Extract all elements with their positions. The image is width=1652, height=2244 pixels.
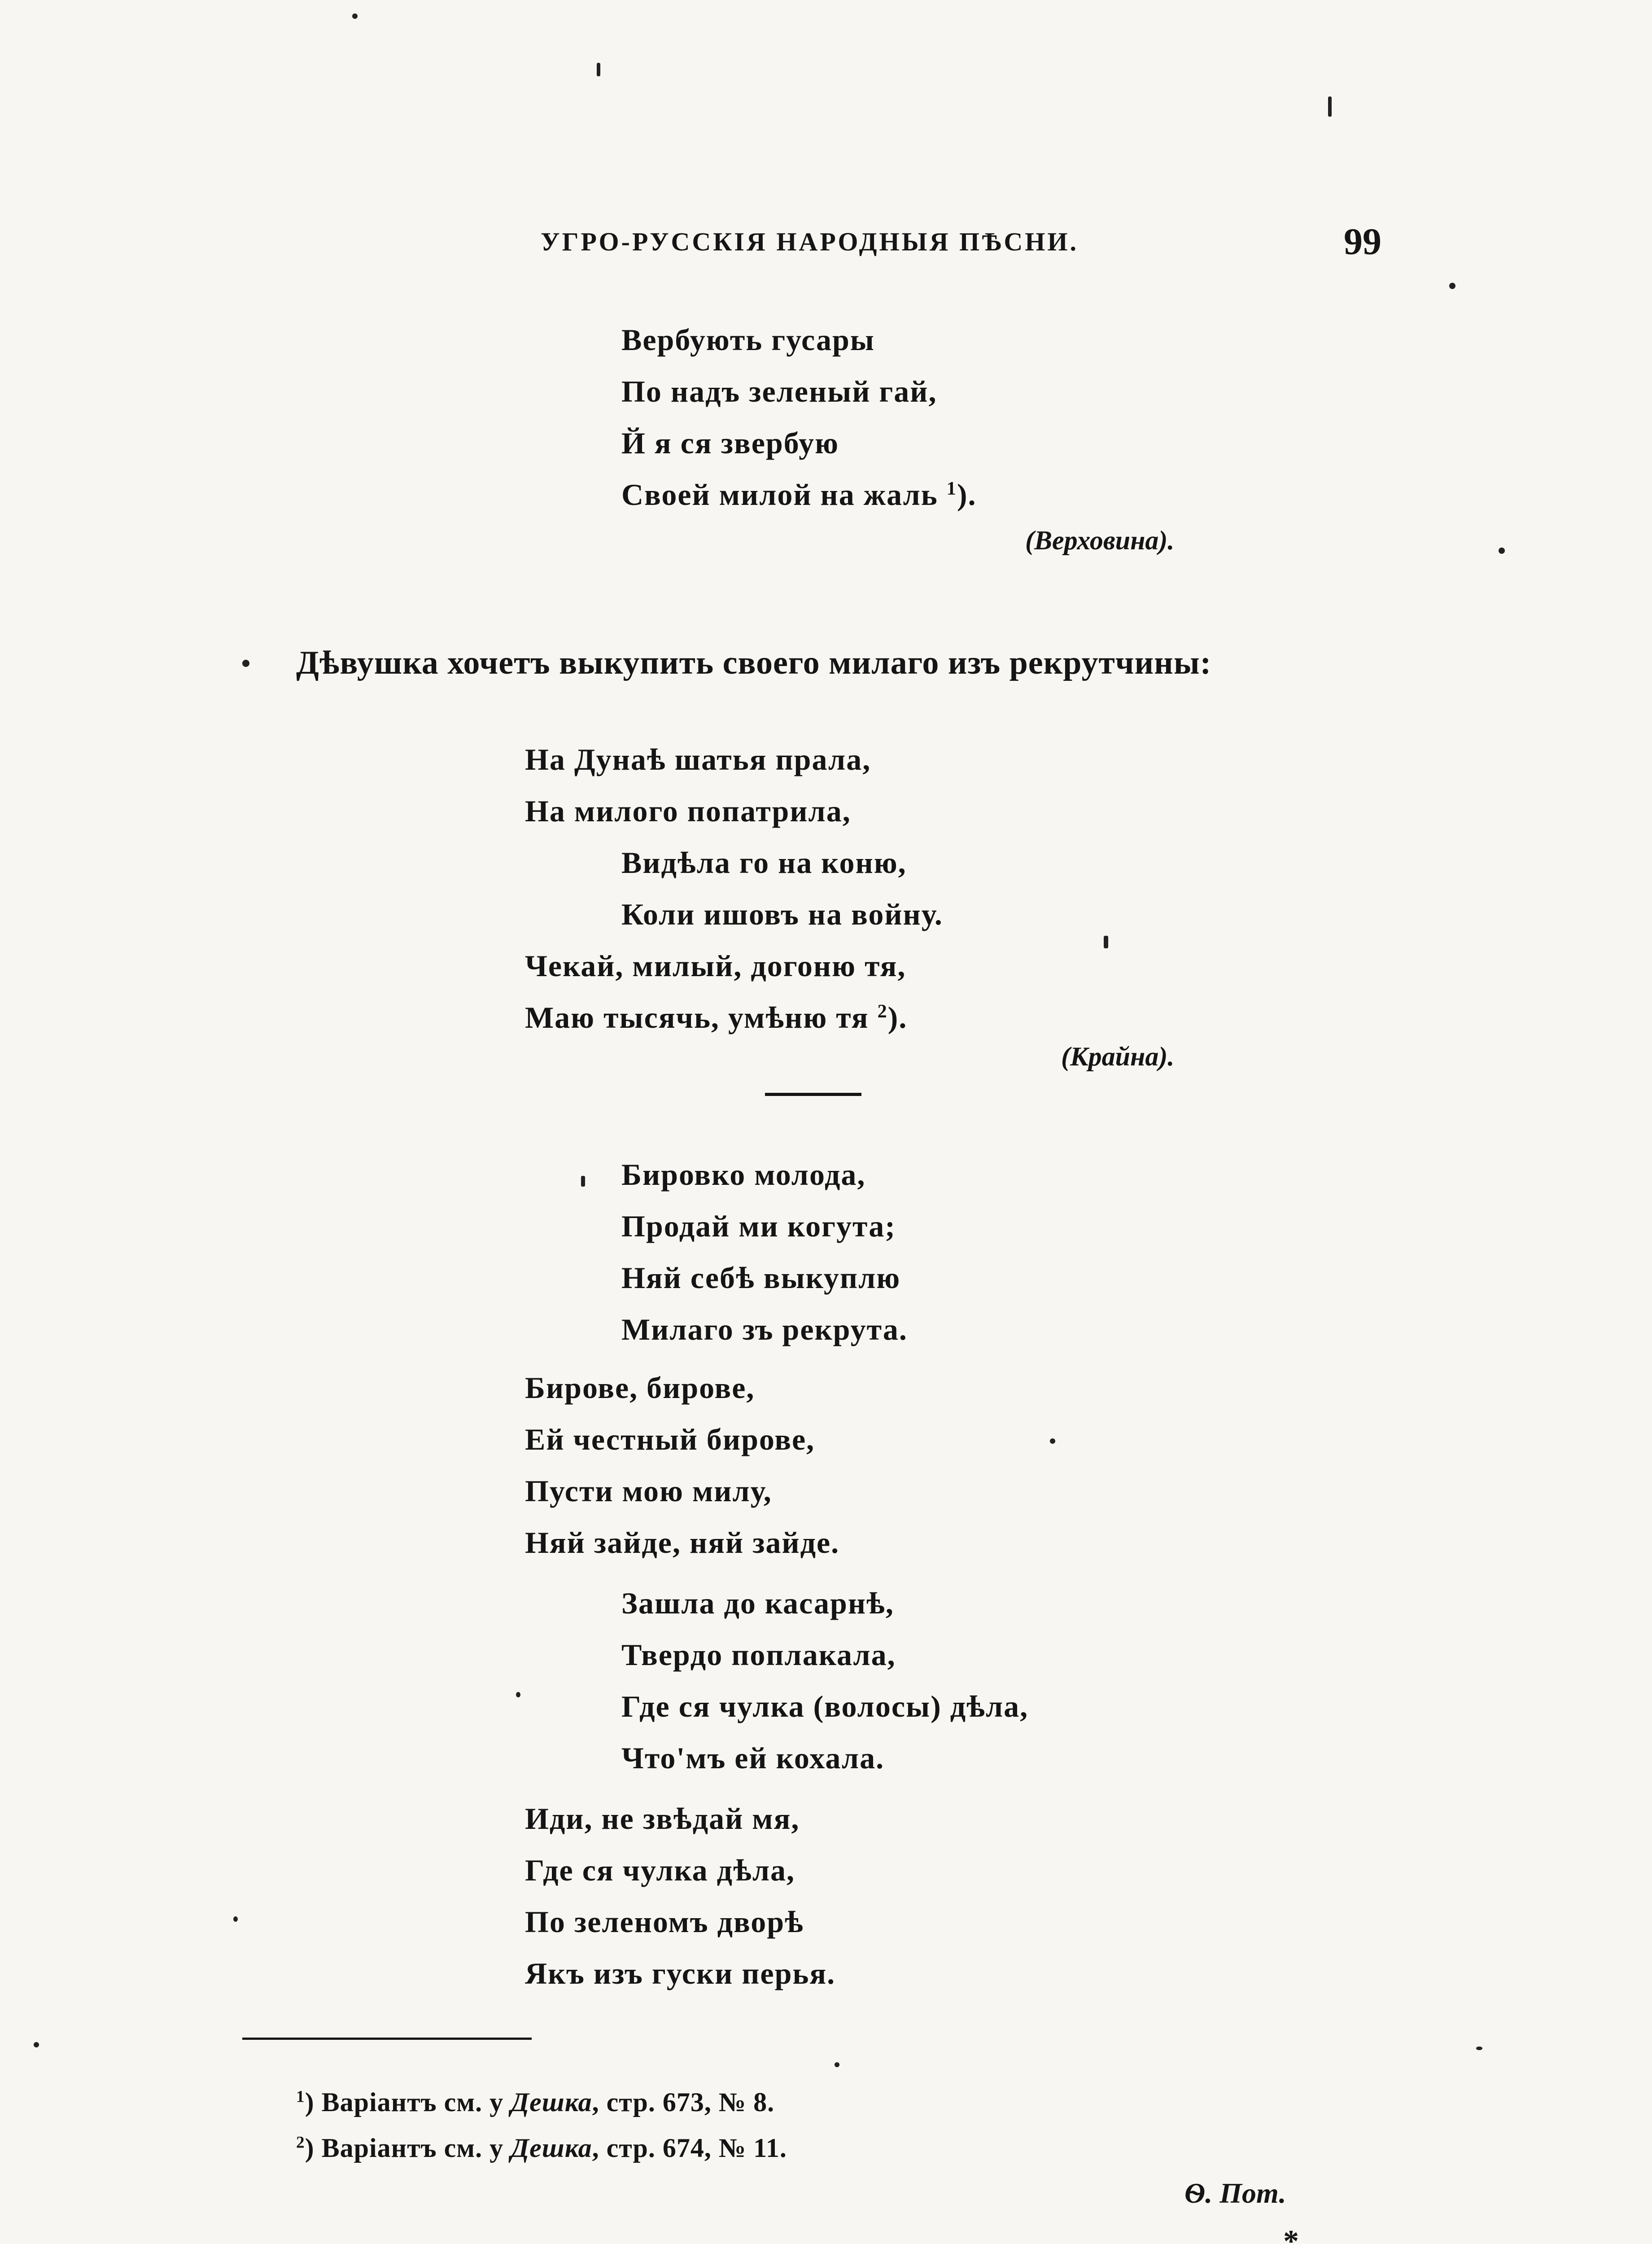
section-heading: Дѣвушка хочетъ выкупить своего милаго изъ рекрутчины: (296, 644, 1212, 681)
line-suffix: ). (887, 1000, 908, 1034)
page-number: 99 (1344, 221, 1381, 263)
footnote-mark: 1 (296, 2087, 305, 2106)
scan-speck (835, 2062, 839, 2067)
footnote-ref: 1 (946, 478, 957, 499)
song2-line: На милого попатрила, (525, 794, 851, 828)
scan-speck (1449, 283, 1455, 289)
song3-line: Пусти мою милу, (525, 1474, 772, 1508)
asterisk: * (1283, 2224, 1299, 2244)
separator-rule (765, 1093, 861, 1096)
footnote-ref: 2 (877, 1000, 888, 1022)
scan-speck (516, 1692, 520, 1697)
song1-line: По надъ зеленый гай, (621, 374, 937, 408)
song3-line: Что'мъ ей кохала. (621, 1741, 885, 1775)
scan-speck (597, 63, 600, 76)
scan-speck (1050, 1438, 1055, 1444)
song3-line: Якъ изъ гуски перья. (525, 1956, 836, 1990)
footnote: $^2$) Варіантъ см. у Дешка, стр. 674, № 11. (296, 2133, 787, 2163)
song1-last-line-text: Своей милой на жаль (621, 478, 938, 512)
song2-line: Видѣла го на коню, (621, 846, 907, 880)
footnote-mark: 2 (296, 2133, 305, 2152)
song3-line: Твердо поплакала, (621, 1638, 896, 1672)
footnote-author: Дешка (511, 2087, 592, 2117)
signature: Ѳ. Пот. (1184, 2177, 1286, 2209)
song3-line: Милаго зъ рекрута. (621, 1312, 908, 1346)
song2-line: Коли ишовъ на войну. (621, 897, 943, 931)
running-header: УГРО-РУССКІЯ НАРОДНЫЯ ПѢСНИ. (541, 227, 1079, 256)
song1-line: Й я ся звербую (621, 426, 839, 460)
song3-line: Бировко молода, (621, 1157, 866, 1192)
song1-line: Вербують гусары (621, 323, 875, 357)
song3-line: Няй себѣ выкуплю (621, 1261, 901, 1295)
song2-line: На Дунаѣ шатья прала, (525, 742, 871, 776)
song3-line: По зеленомъ дворѣ (525, 1905, 804, 1939)
scan-speck (1499, 548, 1505, 554)
scan-speck (581, 1176, 585, 1187)
scan-speck (233, 1916, 238, 1922)
song3-line: Где ся чулка (волосы) дѣла, (621, 1689, 1029, 1723)
scan-speck (1104, 936, 1108, 948)
song2-line (525, 992, 907, 1043)
song3-line: Продай ми когута; (621, 1209, 896, 1243)
song3-line: Иди, не звѣдай мя, (525, 1801, 800, 1836)
song3-line: Зашла до касарнѣ, (621, 1586, 894, 1620)
scan-speck (1476, 2047, 1482, 2050)
footnote: $^1$) Варіантъ см. у Дешка, стр. 673, № 8. (296, 2087, 775, 2117)
scan-speck (352, 13, 358, 19)
footnote-author: Дешка (511, 2133, 592, 2163)
line-suffix: ). (957, 478, 977, 512)
song3-line: Няй зайде, няй зайде. (525, 1525, 840, 1560)
song2-line: Чекай, милый, догоню тя, (525, 949, 906, 983)
footnote-rule (242, 2038, 532, 2040)
scan-speck (242, 660, 249, 667)
song2-last-line-text: Маю тысячь, умѣню тя (525, 1000, 869, 1034)
song1-line (621, 469, 976, 521)
scan-speck (1328, 96, 1332, 117)
song1-source: (Верховина). (1025, 526, 1175, 555)
scan-speck (34, 2042, 39, 2047)
song3-line: Ей честный бирове, (525, 1422, 815, 1456)
song3-line: Где ся чулка дѣла, (525, 1853, 795, 1887)
song2-source: (Крайна). (1061, 1042, 1175, 1071)
song3-line: Бирове, бирове, (525, 1371, 755, 1405)
